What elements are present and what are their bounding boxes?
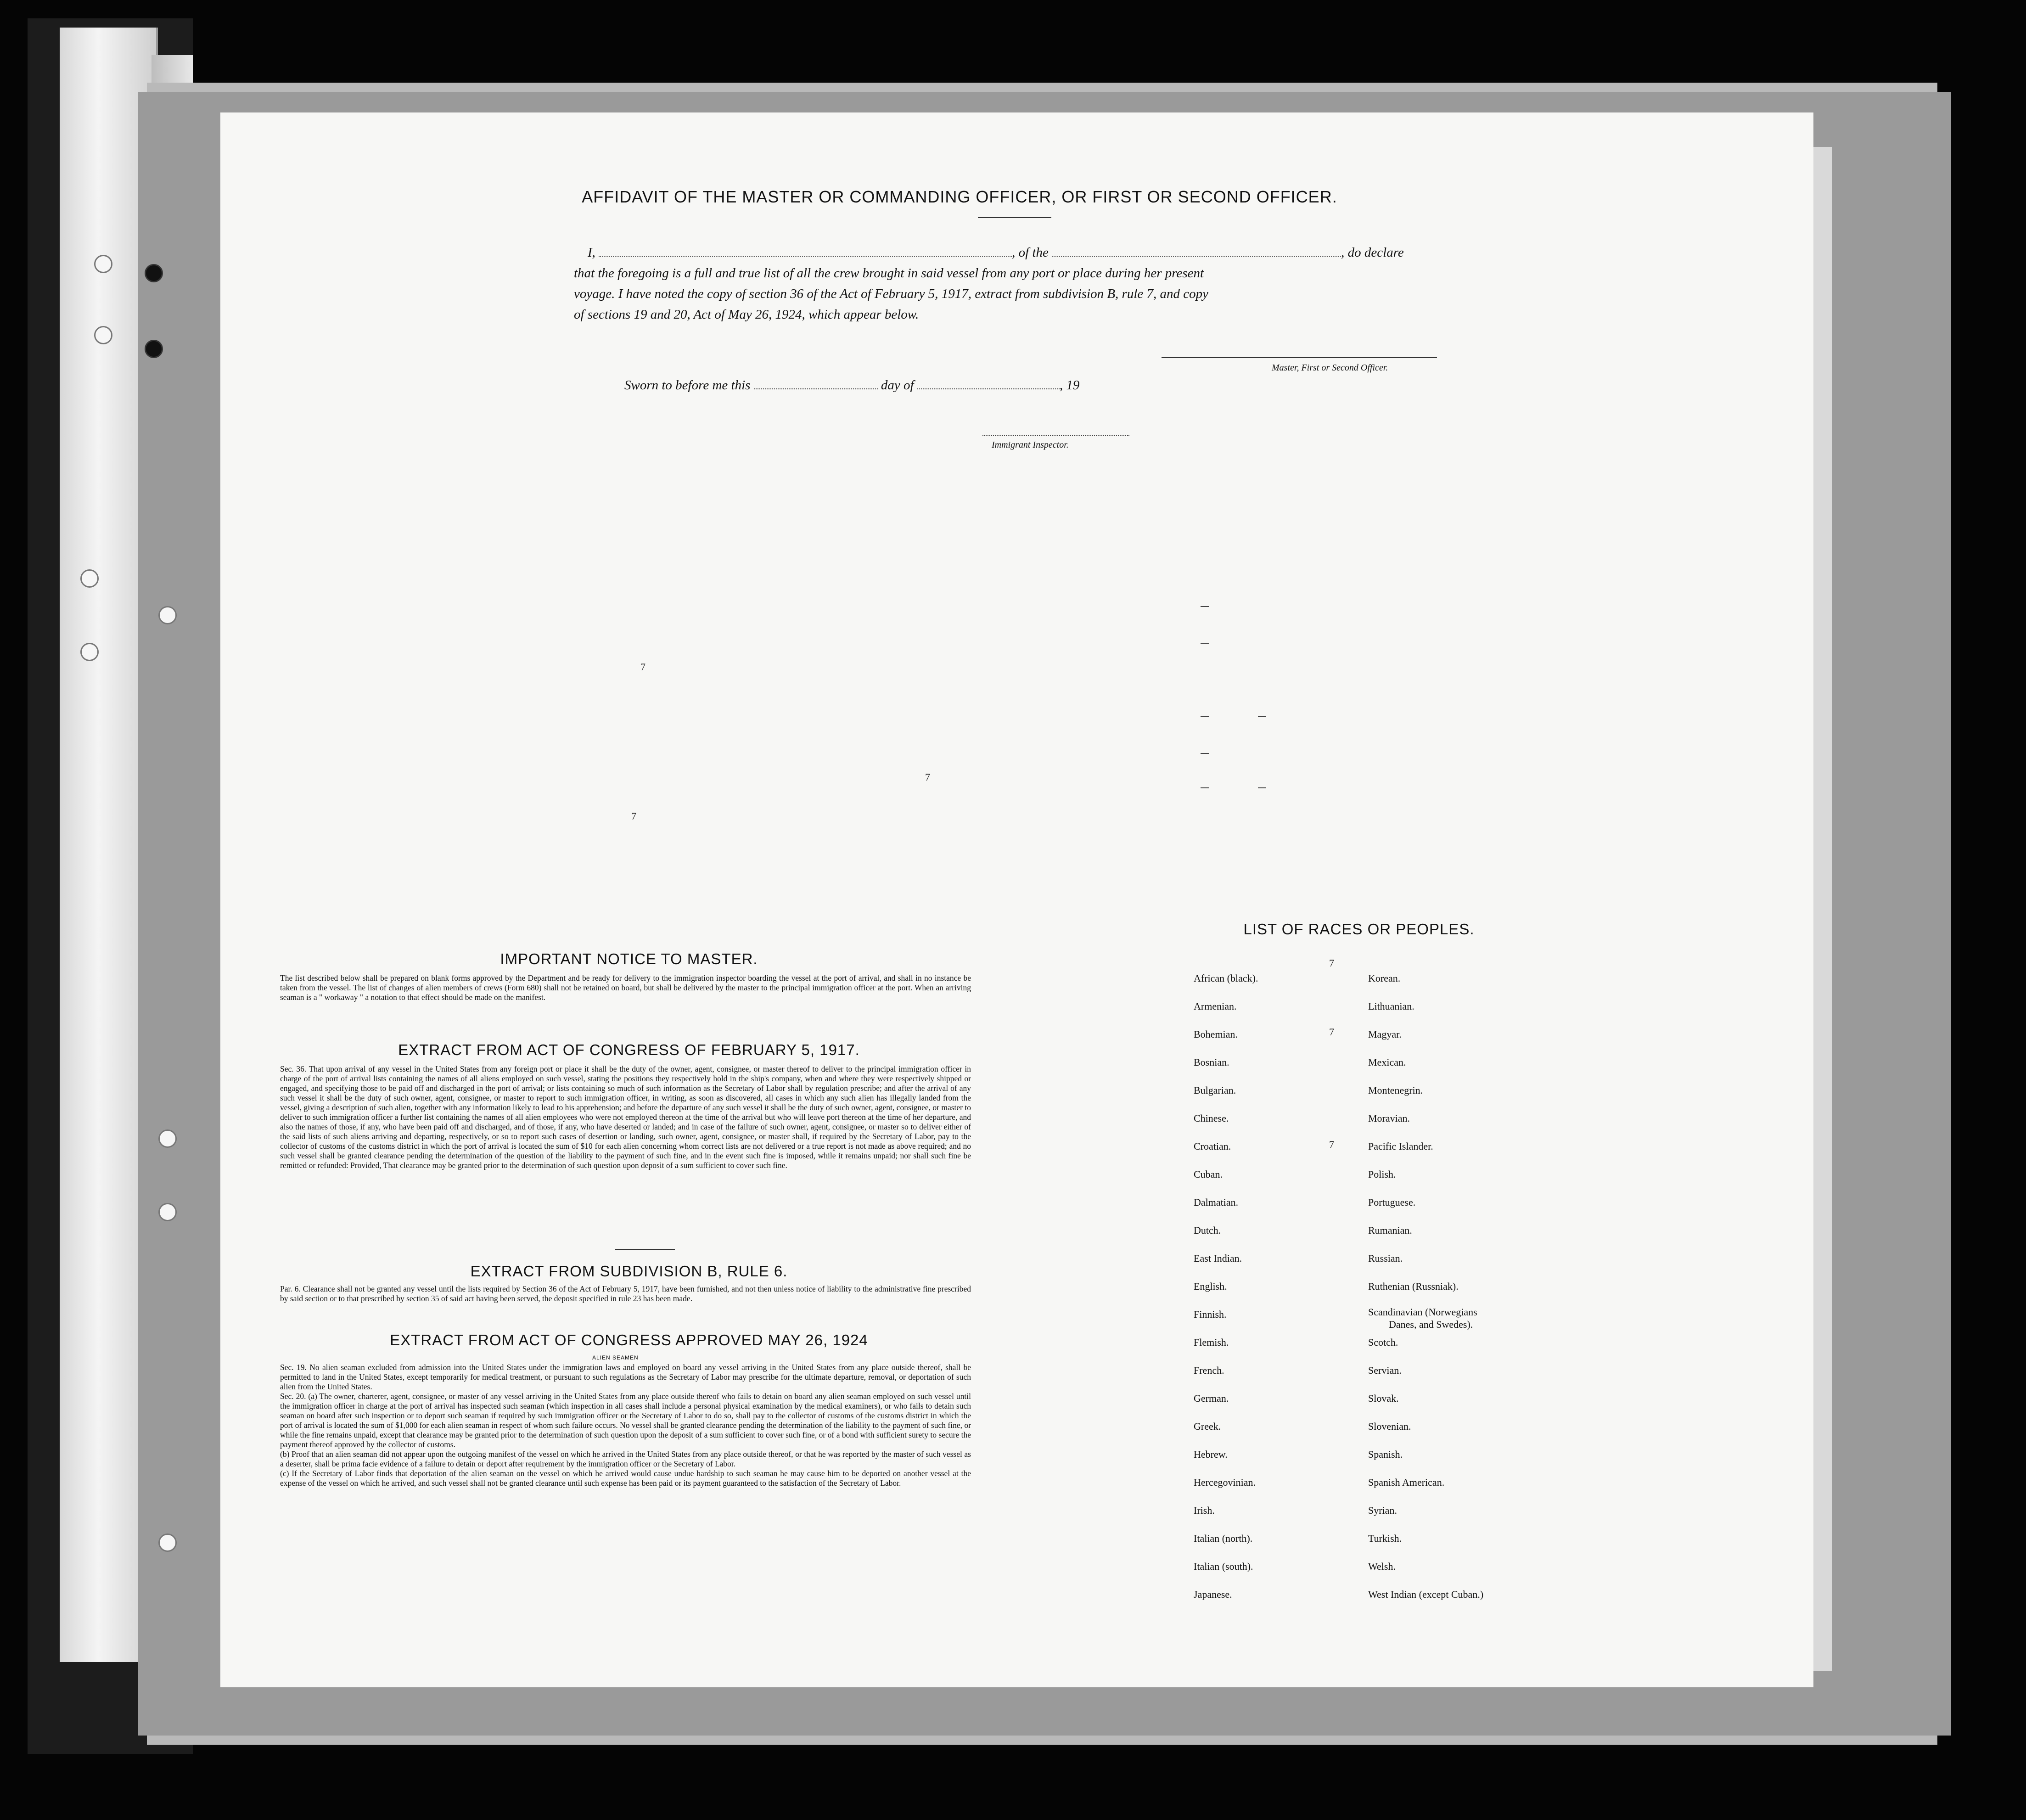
declarant-prefix: I, xyxy=(588,245,595,260)
sworn-prefix: Sworn to before me this xyxy=(624,378,751,393)
race-item: Pacific Islander. xyxy=(1368,1140,1433,1152)
section-20a-text: Sec. 20. (a) The owner, charterer, agent, consignee, or master of any vessel arriving in the United States from any place outside thereof who fails to detain on board any alien seaman employed on such vessel until the immigration officer in charge at the port of arrival has inspected such seaman (which inspection in all cases shall include a personal physical examination by the medical examiners), or who fails to detain such seaman on board after such inspection or to deport such seaman if required by such immigration officer or the Secretary of Labor to do so, shall pay to the collector of customs of the customs district in which the port of arrival is located the sum of $1,000 for each alien seaman in respect of whom such failure occurs. No vessel shall be granted clearance pending the determination of the liability to the payment of such fine, or while the fine remains unpaid, except that clearance may be granted prior to the determination of such question upon the deposit of a sum sufficient to cover such fine, or of a bond with sufficient surety to secure the payment thereof approved by the collector of customs. xyxy=(280,1392,971,1449)
race-item: Armenian. xyxy=(1194,1000,1237,1012)
binder-hole-icon xyxy=(80,643,99,661)
race-item: Ruthenian (Russniak). xyxy=(1368,1281,1459,1292)
master-signature-line[interactable] xyxy=(1162,357,1437,358)
ink-dash xyxy=(1201,716,1209,717)
race-item: Slovak. xyxy=(1368,1393,1399,1404)
binder-hole-icon xyxy=(94,326,112,344)
affidavit-text xyxy=(574,242,1469,325)
affidavit-line-2: that the foregoing is a full and true list of all the crew brought in said vessel from any port or place during her present xyxy=(574,266,1204,281)
race-item: Spanish American. xyxy=(1368,1477,1445,1488)
extract-1917-text: Sec. 36. That upon arrival of any vessel in the United States from any foreign port or place it shall be the duty of the owner, agent, consignee, or master thereof to deliver to the principal immigration officer in charge of the port of arrival lists containing the names of all aliens employed on such vessel, stating the positions they respectively hold in the ship's company, when and where they were respectively shipped or engaged, and specifying those to be paid off and discharged in the port of arrival; or lists containing so much of such information as the Secretary of Labor shall by regulation prescribe; and after the arrival of any such vessel it shall be the duty of such owner, agent, consignee, or master to report to such immigration officer, in writing, as soon as discovered, all cases in which any such alien has illegally landed from the vessel, giving a description of such alien, together with any information likely to lead to his apprehension; and before the departure of any such vessel it shall be the duty of such owner, agent, consignee, or master to deliver to such immigration officer a further list containing the names of all alien employees who were not employed thereon at the time of the arrival but who will leave port thereon at the time of her departure, and also the names of those, if any, who have been paid off and discharged, and of those, if any, who have deserted or landed; and in case of the failure of such owner, agent, consignee, or master so to deliver either of the said lists of such aliens arriving and departing, respectively, or so to report such cases of desertion or landing, such owner, agent, consignee, or master shall, if required by the Secretary of Labor, pay to the collector of customs of the customs district in which the port of arrival is located the sum of $10 for each alien concerning whom correct lists are not delivered or a true report is not made as above required; and no such vessel shall be granted clearance pending the determination of the question of the liability to the payment of such fine, and in the event such fine is imposed, while it remains unpaid; nor shall such fine be remitted or refunded: Provided, That clearance may be granted prior to the determination of such question upon deposit of a sum sufficient to cover such fine. xyxy=(280,1064,971,1170)
binder-hole-icon xyxy=(94,255,112,273)
declarant-mid: , of the xyxy=(1012,245,1049,260)
race-item: Hebrew. xyxy=(1194,1449,1228,1460)
race-item: Bohemian. xyxy=(1194,1028,1238,1040)
inspector-signature-label: Immigrant Inspector. xyxy=(992,440,1069,450)
affidavit-title: AFFIDAVIT OF THE MASTER OR COMMANDING OFFICER, OR FIRST OR SECOND OFFICER. xyxy=(582,187,1337,206)
race-item: Scandinavian (Norwegians xyxy=(1368,1306,1477,1318)
ink-dash xyxy=(1201,787,1209,788)
binder-hole-icon xyxy=(158,606,177,624)
affidavit-line-3: voyage. I have noted the copy of section 36 of the Act of February 5, 1917, extract from subdivision B, rule 7, and copy xyxy=(574,286,1209,301)
race-item: Spanish. xyxy=(1368,1449,1403,1460)
race-item: Syrian. xyxy=(1368,1505,1397,1516)
handwritten-mark: 7 xyxy=(631,810,636,822)
sworn-statement xyxy=(624,377,1079,393)
vessel-name-field[interactable] xyxy=(1052,245,1341,257)
section-19-text: Sec. 19. No alien seaman excluded from admission into the United States under the immigration laws and employed on board any vessel arriving in the United States from any place outside thereof, shall be permitted to land in the United States, except temporarily for medical treatment, or pursuant to such regulations as the Secretary of Labor may prescribe for the ultimate departure, removal, or deportation of such alien from the United States. xyxy=(280,1363,971,1391)
page-right-edge xyxy=(1813,147,1832,1671)
race-item: Finnish. xyxy=(1194,1309,1227,1320)
binder-hole-icon xyxy=(158,1129,177,1148)
race-item: Mexican. xyxy=(1368,1056,1406,1068)
section-divider xyxy=(615,1249,675,1250)
race-item: German. xyxy=(1194,1393,1229,1404)
handwritten-mark: 7 xyxy=(925,771,930,783)
ink-dash xyxy=(1258,787,1266,788)
ink-dash xyxy=(1201,753,1209,754)
race-item: Turkish. xyxy=(1368,1533,1402,1544)
sworn-year-prefix: , 19 xyxy=(1059,378,1080,393)
race-item: Italian (north). xyxy=(1194,1533,1253,1544)
race-item: Croatian. xyxy=(1194,1140,1231,1152)
race-item: Lithuanian. xyxy=(1368,1000,1414,1012)
section-20b-text: (b) Proof that an alien seaman did not appear upon the outgoing manifest of the vessel on which he arrived in the United States from any place outside thereof, or that he was reported by the master of such vessel as a deserter, shall be prima facie evidence of a failure to detain or deport after requirement by the immigration officer or the Secretary of Labor. xyxy=(280,1449,971,1468)
race-item: Danes, and Swedes). xyxy=(1389,1319,1473,1330)
extract-1924-heading: EXTRACT FROM ACT OF CONGRESS APPROVED MAY 26, 1924 xyxy=(390,1331,868,1348)
alien-seamen-subheading: ALIEN SEAMEN xyxy=(592,1354,639,1361)
binder-hole-icon xyxy=(145,264,163,282)
race-item: Polish. xyxy=(1368,1168,1396,1180)
race-item: Cuban. xyxy=(1194,1168,1223,1180)
notice-text: The list described below shall be prepared on blank forms approved by the Department and be ready for delivery to the immigration inspector boarding the vessel at the port of arrival, and shall in no instance be taken from the vessel. The list of changes of alien members of crews (Form 680) shall not be retained on board, but shall be delivered by the master to the principal immigration officer at the port. When an arriving seaman is a " workaway " a notation to that effect should be made on the manifest. xyxy=(280,973,971,1002)
subdivision-heading: EXTRACT FROM SUBDIVISION B, RULE 6. xyxy=(470,1263,788,1280)
handwritten-mark: 7 xyxy=(1329,957,1334,969)
binder-hole-icon xyxy=(145,340,163,358)
title-divider xyxy=(978,217,1051,218)
handwritten-mark: 7 xyxy=(1329,1026,1334,1038)
race-item: Japanese. xyxy=(1194,1589,1232,1600)
ink-dash xyxy=(1201,606,1209,607)
race-item: Greek. xyxy=(1194,1421,1221,1432)
extract-1917-heading: EXTRACT FROM ACT OF CONGRESS OF FEBRUARY 5, 1917. xyxy=(398,1041,860,1058)
race-item: Dalmatian. xyxy=(1194,1196,1239,1208)
binder-hole-icon xyxy=(158,1534,177,1552)
sworn-month-field[interactable] xyxy=(917,377,1060,389)
declarant-name-field[interactable] xyxy=(599,245,1012,257)
sworn-day-field[interactable] xyxy=(754,377,878,389)
race-item: Russian. xyxy=(1368,1253,1403,1264)
race-item: Dutch. xyxy=(1194,1225,1221,1236)
race-item: West Indian (except Cuban.) xyxy=(1368,1589,1484,1600)
extract-1924-text xyxy=(280,1363,971,1488)
race-item: Bosnian. xyxy=(1194,1056,1229,1068)
declarant-suffix: , do declare xyxy=(1341,245,1404,260)
races-heading: LIST OF RACES OR PEOPLES. xyxy=(1243,921,1475,938)
race-item: Magyar. xyxy=(1368,1028,1402,1040)
binder-hole-icon xyxy=(158,1203,177,1221)
ink-dash xyxy=(1201,643,1209,644)
race-item: Italian (south). xyxy=(1194,1561,1253,1572)
race-item: English. xyxy=(1194,1281,1227,1292)
race-item: Slovenian. xyxy=(1368,1421,1411,1432)
ink-dash xyxy=(1258,716,1266,717)
inspector-signature-line[interactable] xyxy=(982,435,1129,436)
handwritten-mark: 7 xyxy=(640,661,645,673)
notice-heading: IMPORTANT NOTICE TO MASTER. xyxy=(500,950,758,967)
master-signature-label: Master, First or Second Officer. xyxy=(1272,363,1388,373)
race-item: East Indian. xyxy=(1194,1253,1242,1264)
race-item: Flemish. xyxy=(1194,1337,1229,1348)
race-item: Bulgarian. xyxy=(1194,1084,1236,1096)
race-item: Irish. xyxy=(1194,1505,1215,1516)
sworn-mid: day of xyxy=(881,378,914,393)
race-item: Moravian. xyxy=(1368,1112,1410,1124)
race-item: Rumanian. xyxy=(1368,1225,1412,1236)
section-20c-text: (c) If the Secretary of Labor finds that deportation of the alien seaman on the vessel on which he arrived would cause undue hardship to such seaman he may cause him to be deported on another vessel at the expense of the vessel on which he arrived, and such vessel shall not be granted clearance until such expense has been paid or its payment guaranteed to the satisfaction of the Secretary of Labor. xyxy=(280,1469,971,1488)
subdivision-text: Par. 6. Clearance shall not be granted any vessel until the lists required by Section 36 of the Act of February 5, 1917, have been furnished, and not then unless notice of liability to the administrative fine prescribed by said section or to that prescribed by section 35 of said act having been served, the deposit specified in rule 23 has been made. xyxy=(280,1284,971,1303)
race-item: Scotch. xyxy=(1368,1337,1398,1348)
handwritten-mark: 7 xyxy=(1329,1139,1334,1150)
race-item: Korean. xyxy=(1368,972,1401,984)
race-item: African (black). xyxy=(1194,972,1258,984)
race-item: Servian. xyxy=(1368,1365,1402,1376)
race-item: Welsh. xyxy=(1368,1561,1396,1572)
race-item: Montenegrin. xyxy=(1368,1084,1423,1096)
affidavit-line-4: of sections 19 and 20, Act of May 26, 1924, which appear below. xyxy=(574,307,919,322)
race-item: Hercegovinian. xyxy=(1194,1477,1256,1488)
race-item: Chinese. xyxy=(1194,1112,1229,1124)
race-item: Portuguese. xyxy=(1368,1196,1416,1208)
race-item: French. xyxy=(1194,1365,1224,1376)
binder-hole-icon xyxy=(80,569,99,588)
